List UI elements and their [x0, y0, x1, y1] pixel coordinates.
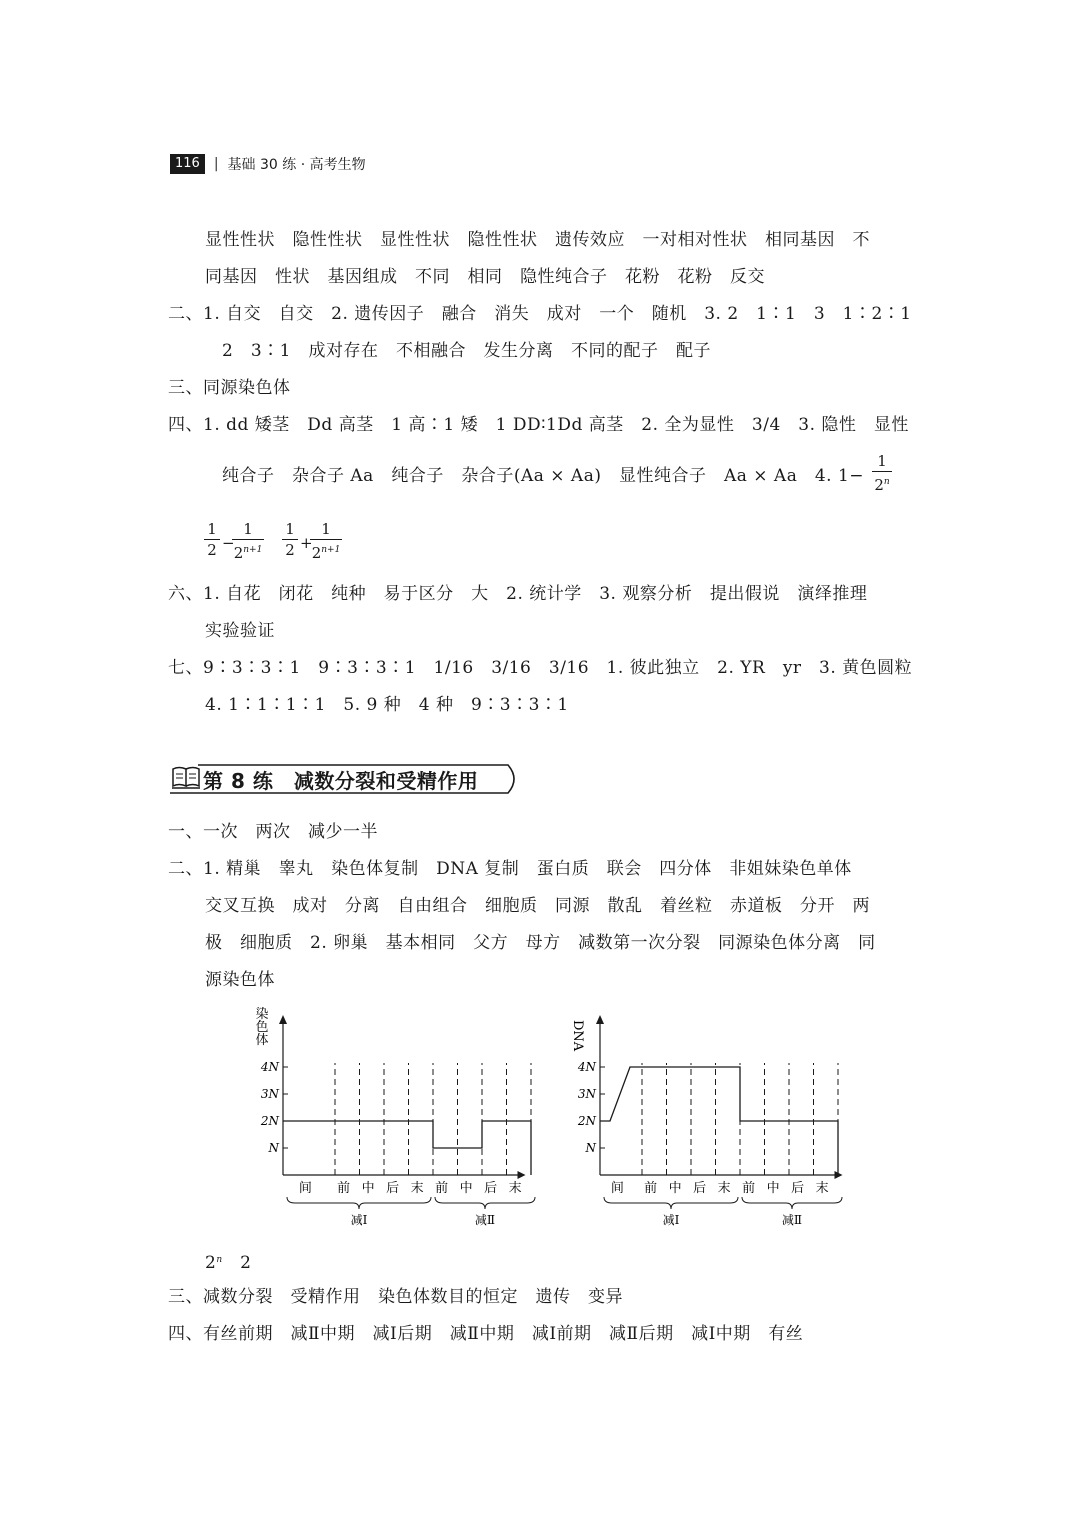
answer-line: 四、有丝前期 减Ⅱ中期 减Ⅰ后期 减Ⅱ中期 减Ⅰ前期 减Ⅱ后期 减Ⅰ中期 有丝	[168, 1324, 804, 1344]
dna-chart	[560, 1010, 860, 1225]
fraction: 1 $2^{n+1}$	[233, 520, 263, 562]
phase-label: 前	[742, 1181, 756, 1196]
answer-line: 纯合子 杂合子 Aa 纯合子 杂合子(Aa × Aa) 显性纯合子 Aa × Aa 4. 1−	[222, 466, 865, 486]
answer-line: 2$^n$ 2	[205, 1253, 252, 1273]
section-heading	[168, 762, 518, 796]
answer-line: 三、同源染色体	[168, 378, 291, 398]
answer-line: 源染色体	[205, 970, 275, 990]
y-tick-label: 2N	[260, 1114, 279, 1128]
answer-line: 二、1. 自交 自交 2. 遗传因子 融合 消失 成对 一个 随机 3. 2 1∶1 3 1∶2∶1	[168, 304, 912, 324]
phase-label: 间	[298, 1181, 312, 1196]
page-number: 116	[170, 154, 205, 174]
answer-line: 交叉互换 成对 分离 自由组合 细胞质 同源 散乱 着丝粒 赤道板 分开 两	[205, 896, 870, 916]
phase-label: 中	[766, 1181, 780, 1196]
phase-label: 末	[815, 1181, 829, 1196]
phase-label: 末	[410, 1181, 424, 1196]
answer-line: 显性性状 隐性性状 显性性状 隐性性状 遗传效应 一对相对性状 相同基因 不	[205, 230, 870, 250]
phase-label: 后	[791, 1181, 805, 1196]
y-axis-label: DNA	[570, 1020, 585, 1052]
fraction: 1 2	[204, 520, 220, 559]
phase-label: 前	[337, 1181, 351, 1196]
minus-sign: −	[222, 534, 236, 552]
group-label: 减Ⅱ	[781, 1213, 803, 1227]
group-brace	[742, 1197, 842, 1209]
plus-sign: +	[300, 534, 314, 552]
answer-line: 2 3∶1 成对存在 不相融合 发生分离 不同的配子 配子	[222, 341, 711, 361]
section-title: 第 8 练 减数分裂和受精作用	[203, 769, 479, 793]
answer-line: 六、1. 自花 闭花 纯种 易于区分 大 2. 统计学 3. 观察分析 提出假说 演绎推理	[168, 584, 868, 604]
y-tick-label: 3N	[260, 1087, 279, 1101]
phase-label: 中	[361, 1181, 375, 1196]
page-header	[170, 154, 366, 174]
header-separator: |	[213, 156, 219, 172]
fraction: 1 2	[282, 520, 298, 559]
answer-line: 二、1. 精巢 睾丸 染色体复制 DNA 复制 蛋白质 联会 四分体 非姐妹染色单体	[168, 859, 852, 879]
phase-label: 后	[484, 1181, 498, 1196]
y-axis-arrow	[596, 1015, 604, 1024]
series-line	[283, 1121, 531, 1175]
y-axis-arrow	[279, 1015, 287, 1024]
phase-label: 前	[644, 1181, 658, 1196]
phase-label: 间	[610, 1181, 624, 1196]
phase-label: 末	[508, 1181, 522, 1196]
y-axis-label: 染色体	[252, 1006, 268, 1046]
answer-line: 七、9∶3∶3∶1 9∶3∶3∶1 1/16 3/16 3/16 1. 彼此独立 2. YR yr 3. 黄色圆粒	[168, 658, 913, 678]
phase-label: 前	[435, 1181, 449, 1196]
answer-line: 4. 1∶1∶1∶1 5. 9 种 4 种 9∶3∶3∶1	[205, 695, 569, 715]
book-icon	[171, 765, 203, 791]
phase-label: 后	[386, 1181, 400, 1196]
y-tick-label: 3N	[577, 1087, 596, 1101]
answer-line: 四、1. dd 矮茎 Dd 高茎 1 高∶1 矮 1 DD∶1Dd 高茎 2. 全为显性 3/4 3. 隐性 显性	[168, 415, 909, 435]
phase-label: 后	[693, 1181, 707, 1196]
group-brace	[604, 1197, 738, 1209]
series-line	[600, 1067, 838, 1175]
y-tick-label: N	[268, 1141, 279, 1155]
y-tick-label: 4N	[577, 1060, 596, 1074]
answer-line: 极 细胞质 2. 卵巢 基本相同 父方 母方 减数第一次分裂 同源染色体分离 同	[205, 933, 876, 953]
group-label: 减Ⅱ	[474, 1213, 496, 1227]
book-title: 基础 30 练 · 高考生物	[227, 157, 366, 173]
y-tick-label: 2N	[577, 1114, 596, 1128]
y-tick-label: 4N	[260, 1060, 279, 1074]
group-label: 减Ⅰ	[662, 1213, 680, 1227]
y-tick-label: N	[585, 1141, 596, 1155]
answer-line: 三、减数分裂 受精作用 染色体数目的恒定 遗传 变异	[168, 1287, 623, 1307]
phase-label: 中	[668, 1181, 682, 1196]
group-label: 减Ⅰ	[350, 1213, 368, 1227]
x-axis-arrow	[518, 1171, 526, 1179]
phase-label: 末	[717, 1181, 731, 1196]
group-brace	[435, 1197, 535, 1209]
answer-line: 同基因 性状 基因组成 不同 相同 隐性纯合子 花粉 花粉 反交	[205, 267, 765, 287]
chromosome-chart	[252, 1006, 555, 1227]
fraction: 1 $2^{n+1}$	[311, 520, 341, 562]
fraction: 1 2$^n$	[872, 452, 892, 494]
group-brace	[287, 1197, 431, 1209]
answer-line: 实验验证	[205, 621, 275, 641]
answer-line: 一、一次 两次 减少一半	[168, 822, 378, 842]
phase-label: 中	[459, 1181, 473, 1196]
